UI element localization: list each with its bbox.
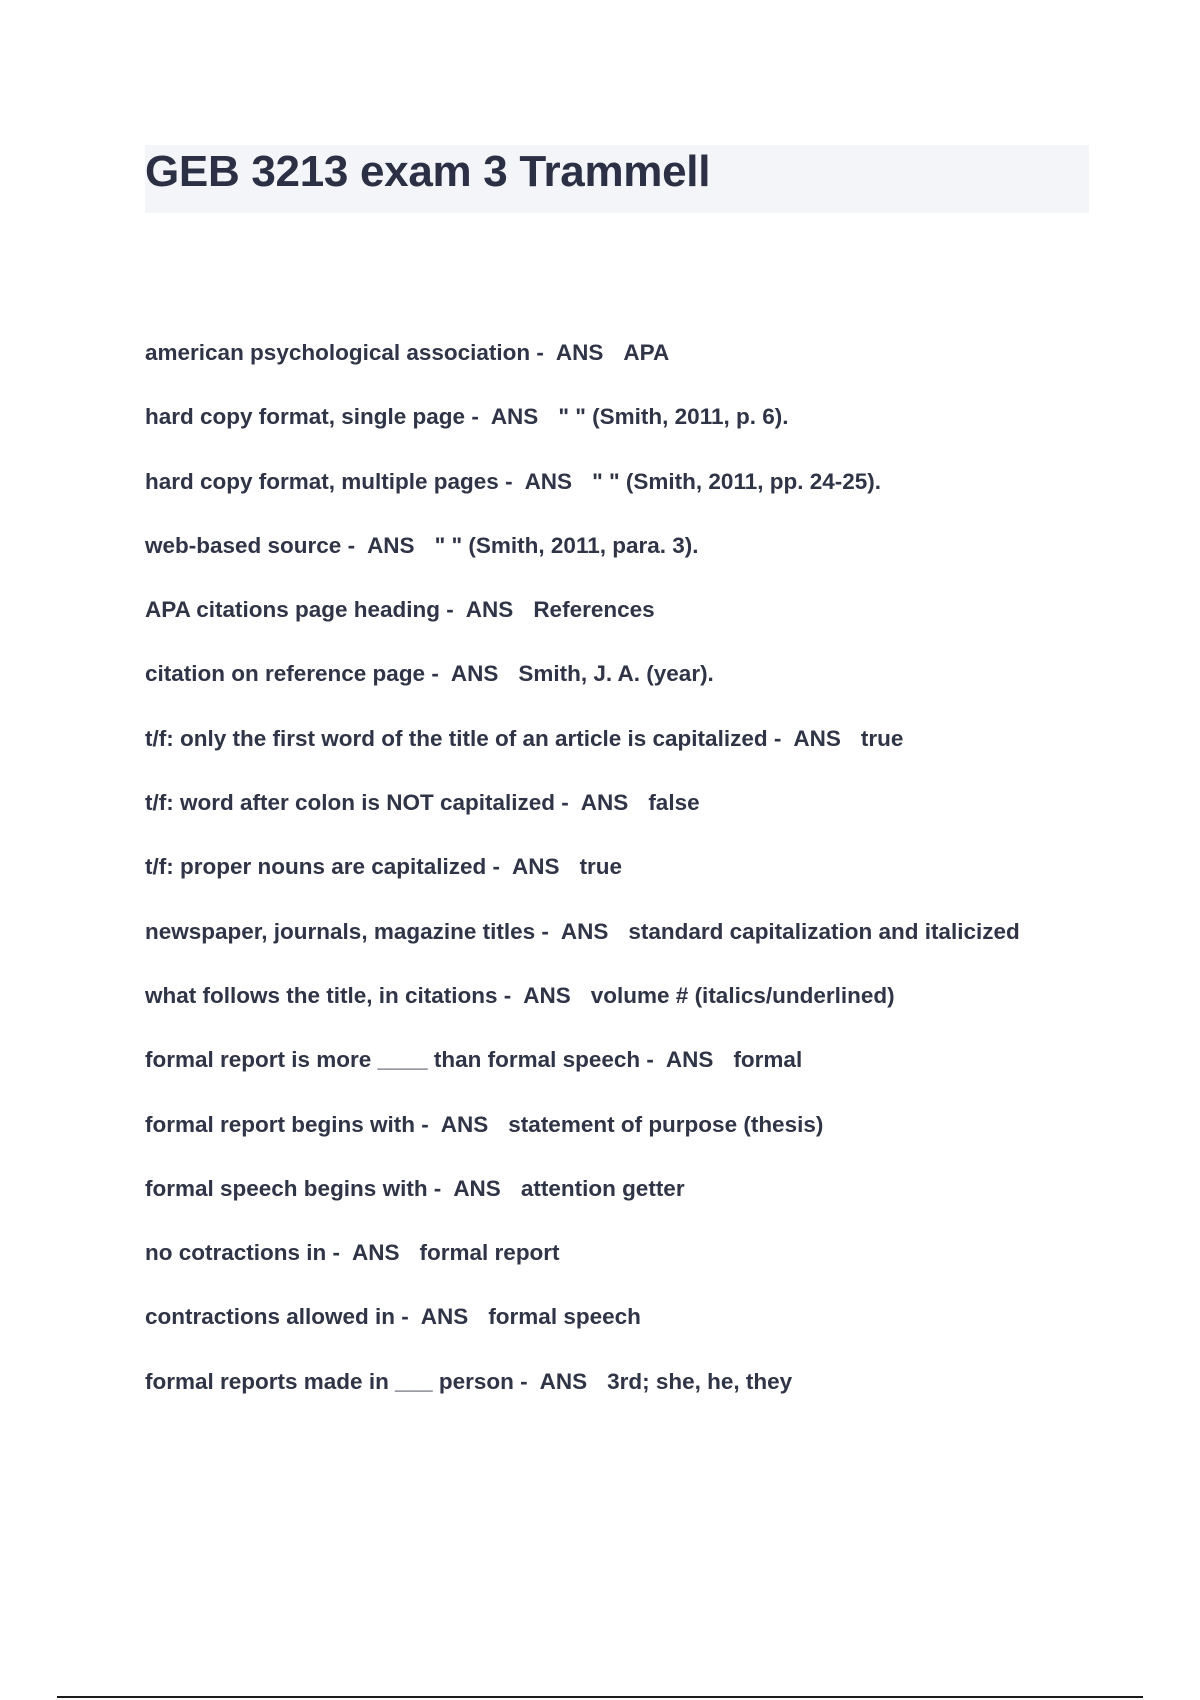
answer: true: [860, 725, 904, 751]
answer: true: [579, 854, 623, 880]
answer: " " (Smith, 2011, pp. 24-25).: [592, 468, 882, 494]
footer-divider: [57, 1696, 1143, 1698]
answer: References: [533, 597, 655, 623]
answer: APA: [623, 340, 670, 365]
answer-marker: ANS: [539, 1368, 588, 1394]
page-title: GEB 3213 exam 3 Trammell: [145, 147, 711, 196]
answer-marker: ANS: [490, 404, 539, 430]
list-item: [145, 592, 1105, 656]
list-item: [145, 1042, 1105, 1106]
term: formal report is more ____ than formal speech -: [145, 1047, 654, 1073]
term: web-based source -: [145, 532, 356, 558]
list-item: [145, 785, 1105, 849]
answer: formal speech: [488, 1304, 641, 1330]
answer-marker: ANS: [352, 1240, 400, 1266]
answer-marker: ANS: [465, 597, 514, 623]
term: t/f: only the first word of the title of an article is capitalized -: [145, 725, 782, 751]
list-item: [145, 914, 1105, 978]
answer-marker: ANS: [512, 854, 560, 880]
answer-marker: ANS: [367, 532, 415, 558]
term: contractions allowed in -: [145, 1304, 409, 1330]
list-item: [145, 335, 1105, 399]
list-item: [145, 399, 1105, 463]
term: citation on reference page -: [145, 661, 439, 687]
answer: Smith, J. A. (year).: [518, 661, 714, 687]
term: hard copy format, multiple pages -: [145, 468, 513, 494]
answer: attention getter: [520, 1175, 685, 1201]
list-item: [145, 978, 1105, 1042]
answer-marker: ANS: [560, 918, 609, 944]
answer: " " (Smith, 2011, para. 3).: [434, 532, 699, 558]
list-item: [145, 1364, 1105, 1428]
answer: statement of purpose (thesis): [508, 1111, 824, 1137]
answer-marker: ANS: [450, 661, 499, 687]
question-answer-list: [145, 335, 1105, 1428]
answer: volume # (italics/underlined): [590, 982, 895, 1008]
list-item: [145, 464, 1105, 528]
list-item: [145, 1171, 1105, 1235]
term: APA citations page heading -: [145, 597, 454, 623]
list-item: [145, 849, 1105, 913]
term: what follows the title, in citations -: [145, 982, 512, 1008]
answer: standard capitalization and italicized: [628, 918, 1020, 944]
answer-marker: ANS: [523, 982, 571, 1008]
term: hard copy format, single page -: [145, 404, 479, 430]
list-item: [145, 1235, 1105, 1299]
answer: 3rd; she, he, they: [607, 1368, 793, 1394]
answer-marker: ANS: [793, 725, 841, 751]
answer: formal: [733, 1047, 803, 1073]
list-item: [145, 1299, 1105, 1363]
term: t/f: word after colon is NOT capitalized -: [145, 790, 569, 816]
answer-marker: ANS: [453, 1175, 501, 1201]
answer-marker: ANS: [524, 468, 573, 494]
term: no cotractions in -: [145, 1240, 341, 1266]
answer: " " (Smith, 2011, p. 6).: [558, 404, 789, 430]
answer-marker: ANS: [440, 1111, 489, 1137]
term: formal reports made in ___ person -: [145, 1368, 528, 1394]
answer: false: [648, 790, 700, 816]
list-item: [145, 1107, 1105, 1171]
term: newspaper, journals, magazine titles -: [145, 918, 549, 944]
answer-marker: ANS: [555, 340, 604, 365]
list-item: [145, 528, 1105, 592]
answer-marker: ANS: [665, 1047, 714, 1073]
answer: formal report: [419, 1240, 560, 1266]
term: formal speech begins with -: [145, 1175, 442, 1201]
answer-marker: ANS: [420, 1304, 469, 1330]
answer-marker: ANS: [580, 790, 629, 816]
term: formal report begins with -: [145, 1111, 429, 1137]
term: t/f: proper nouns are capitalized -: [145, 854, 501, 880]
list-item: [145, 721, 1105, 785]
term: american psychological association -: [145, 340, 544, 365]
list-item: [145, 656, 1105, 720]
